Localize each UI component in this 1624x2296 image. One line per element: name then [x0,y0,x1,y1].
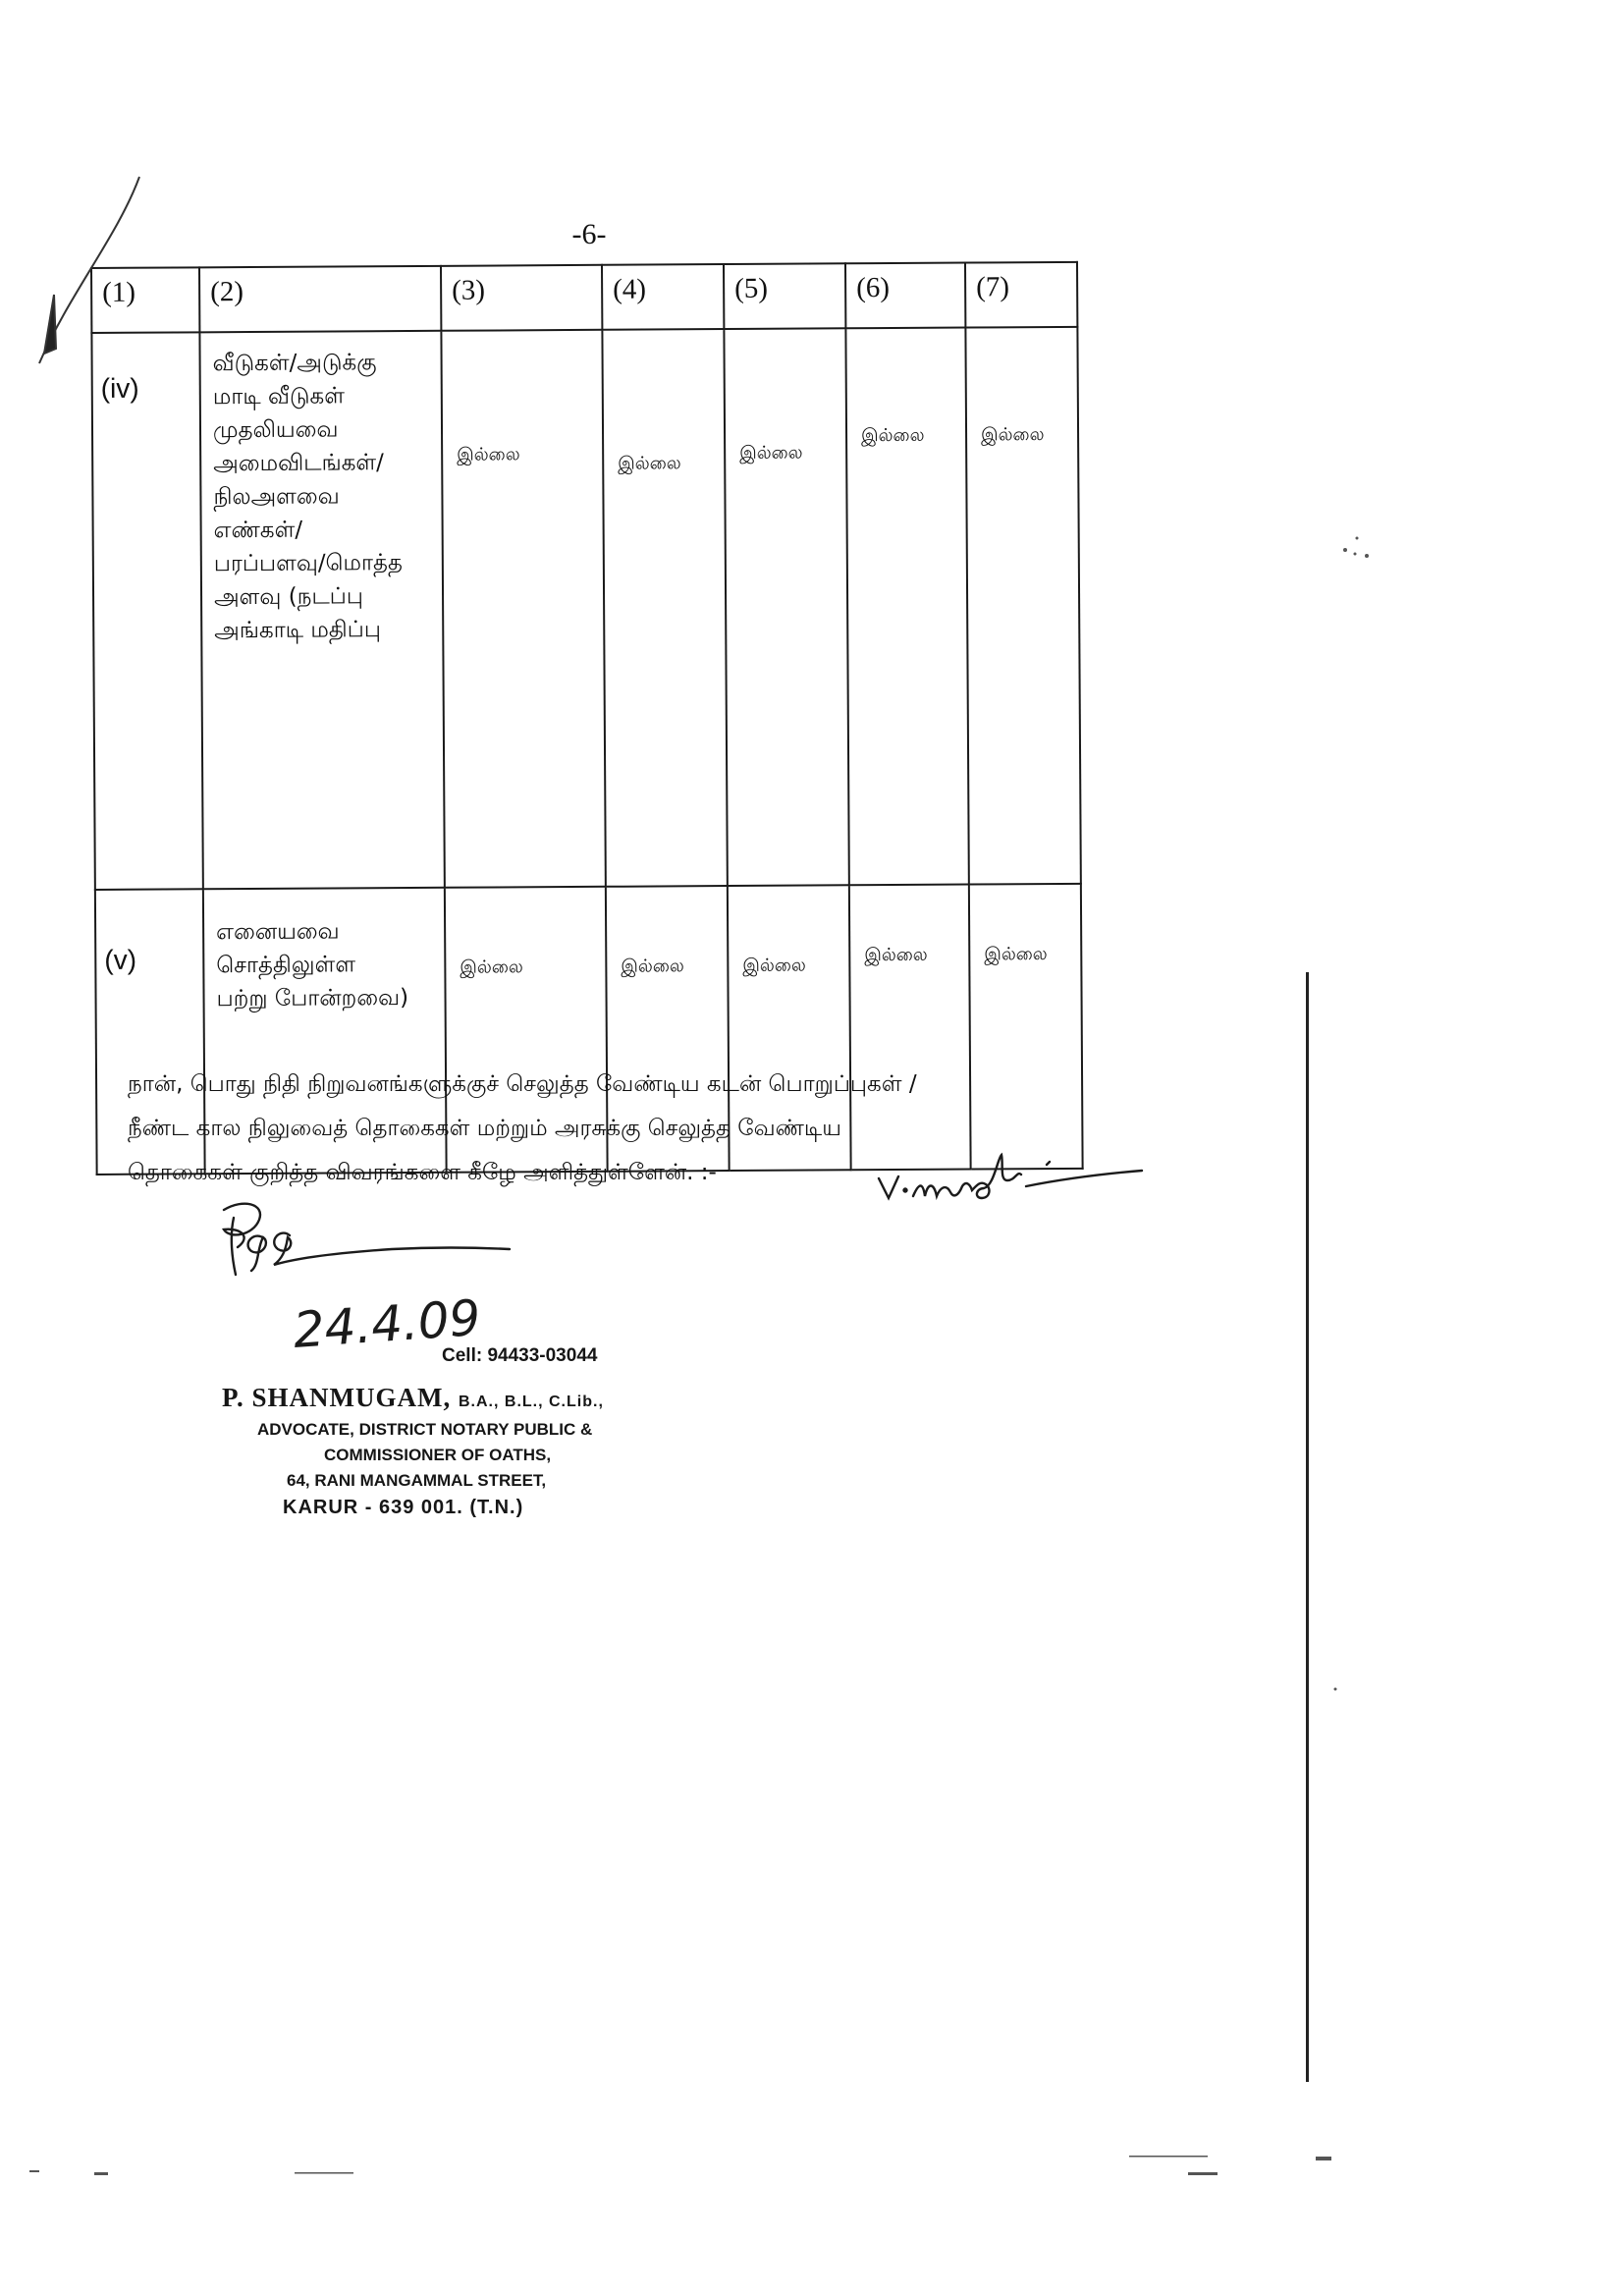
nil-value-cell: இல்லை [441,330,605,888]
nil-value-cell: இல்லை [606,886,730,1172]
description-line: அங்காடி மதிப்பு [214,617,381,644]
stamp-name-text: P. SHANMUGAM, [222,1383,452,1412]
nil-value-cell: இல்லை [445,887,608,1173]
nil-value-cell: இல்லை [845,328,968,886]
nil-value-cell: இல்லை [728,885,851,1171]
stamp-line: ADVOCATE, DISTRICT NOTARY PUBLIC & [257,1420,593,1439]
description-line: மாடி வீடுகள் [212,383,346,410]
description-line: நிலஅளவை [213,483,340,511]
nil-value-cell: இல்லை [969,884,1083,1170]
declaration-line: நான், பொது நிதி நிறுவனங்களுக்குச் செலுத்த வேண்டிய கடன் பொறுப்புகள் / [128,1071,917,1097]
nil-value-cell: இல்லை [849,885,971,1171]
description-line: சொத்திலுள்ள [216,952,356,979]
page-number: -6- [571,218,607,250]
nil-value-cell: இல்லை [965,327,1080,885]
column-header: (4) [602,264,724,330]
description-line: எனையவை [216,918,340,946]
column-header: (7) [965,262,1077,328]
column-header: (2) [199,266,441,333]
description-line: அளவு (நடப்பு [213,583,364,611]
stamp-line: COMMISSIONER OF OATHS, [324,1446,552,1464]
description-line: பற்று போன்றவை) [216,985,409,1012]
nil-value-cell: இல்லை [724,328,848,886]
column-header: (5) [724,263,845,329]
row-id: (iv) [91,332,202,890]
column-header: (3) [441,265,602,331]
stamp-cell-number: Cell: 94433-03044 [442,1345,598,1366]
stamp-line: 64, RANI MANGAMMAL STREET, [287,1471,547,1490]
description-line: வீடுகள்/அடுக்கு [212,350,377,377]
nil-value-cell: இல்லை [602,329,727,887]
declaration-line: நீண்ட கால நிலுவைத் தொகைகள் மற்றும் அரசுக்கு செலுத்த வேண்டிய [128,1116,841,1141]
column-header: (1) [91,267,199,333]
stamp-qualifications: B.A., B.L., C.Lib., [459,1394,604,1410]
description-line: அமைவிடங்கள்/ [213,450,384,477]
stamp-line: KARUR - 639 001. (T.N.) [283,1497,524,1518]
row-id: (v) [95,889,205,1175]
description-line: எண்கள்/ [213,517,303,544]
declaration-line: தொகைகள் குறித்த விவரங்களை கீழே அளித்துள்ளேன். :- [128,1160,717,1185]
description-line: முதலியவை [212,416,339,444]
column-header: (6) [845,263,965,329]
notary-signature-date: 24.4.09 [291,1288,483,1359]
description-line: பரப்பளவு/மொத்த [213,550,404,577]
